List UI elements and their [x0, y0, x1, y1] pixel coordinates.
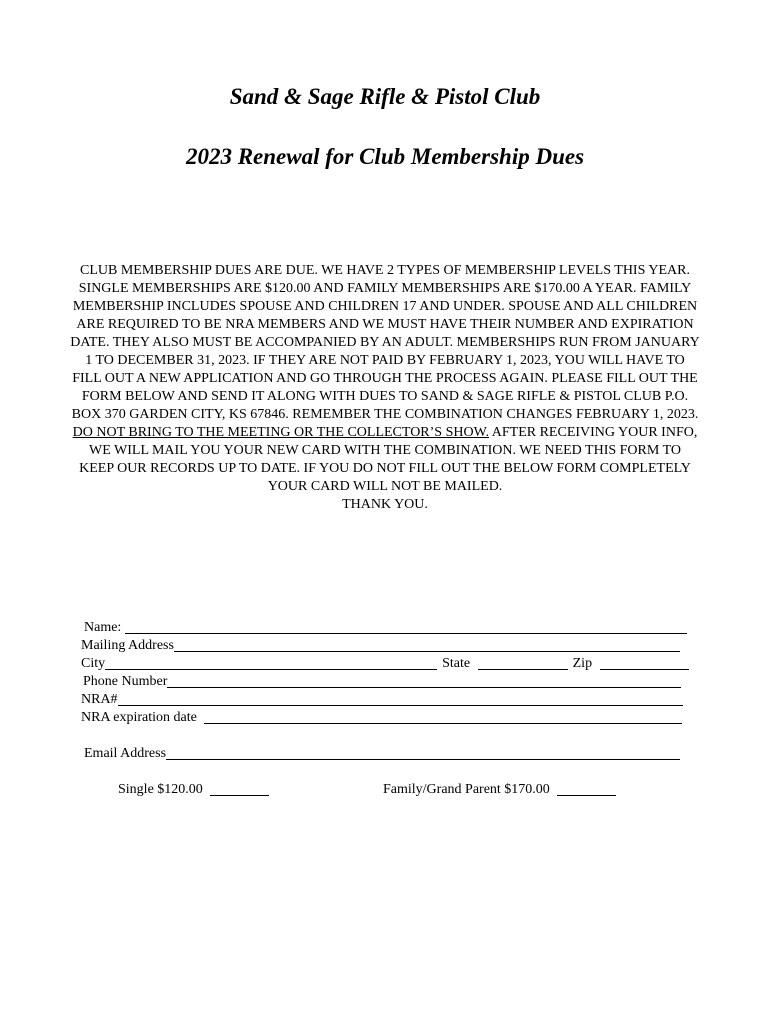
name-field[interactable] [125, 619, 687, 634]
family-membership-field[interactable] [557, 781, 616, 796]
single-membership-row [118, 781, 269, 799]
nra-expiration-label: NRA expiration date [81, 710, 201, 725]
dues-notice [70, 262, 700, 514]
mailing-address-field[interactable] [174, 637, 680, 652]
nra-number-row [81, 691, 683, 709]
mailing-address-label: Mailing Address [81, 638, 174, 653]
phone-row [83, 673, 681, 691]
nra-number-field[interactable] [118, 691, 683, 706]
family-membership-row [383, 781, 616, 799]
email-row [84, 745, 680, 763]
zip-field[interactable] [600, 655, 689, 670]
city-field[interactable] [105, 655, 437, 670]
email-label: Email Address [84, 746, 167, 761]
notice-underlined-warning: DO NOT BRING TO THE MEETING OR THE COLLECTOR’S SHOW. [72, 425, 490, 440]
phone-field[interactable] [167, 673, 681, 688]
phone-label: Phone Number [83, 674, 168, 689]
city-label: City [81, 656, 106, 671]
zip-label: Zip [572, 656, 596, 671]
state-label: State [442, 656, 474, 671]
family-membership-label: Family/Grand Parent $170.00 [383, 782, 554, 797]
single-membership-field[interactable] [210, 781, 269, 796]
city-state-zip-row [81, 655, 689, 673]
notice-body-part-1: CLUB MEMBERSHIP DUES ARE DUE. WE HAVE 2 TYPES OF MEMBERSHIP LEVELS THIS YEAR. SINGLE MEMBERSHIPS ARE $120.00 AND FAMILY MEMBERSHIPS ARE $170.00 A YEAR. FAMILY MEMBERSHIP INCLUDES SPOUSE AND CHILDREN 17 AND UNDER. SPOUSE AND ALL CHILDREN ARE REQUIRED TO BE NRA MEMBERS AND WE MUST HAVE THEIR NUMBER AND EXPIRATION DATE. THEY ALSO MUST BE ACCOMPANIED BY AN ADULT. MEMBERSHIPS RUN FROM JANUARY 1 TO DECEMBER 31, 2023. IF THEY ARE NOT PAID BY FEBRUARY 1, 2023, YOU WILL HAVE TO FILL OUT A NEW APPLICATION AND GO THROUGH THE PROCESS AGAIN. PLEASE FILL OUT THE FORM BELOW AND SEND IT ALONG WITH DUES TO SAND & SAGE RIFLE & PISTOL CLUB P.O. BOX 370 GARDEN CITY, KS 67846. REMEMBER THE COMBINATION CHANGES FEBRUARY 1, 2023. [70, 263, 700, 422]
single-membership-label: Single $120.00 [118, 782, 207, 797]
nra-expiration-field[interactable] [204, 709, 682, 724]
nra-number-label: NRA# [81, 692, 118, 707]
nra-expiration-row [81, 709, 682, 727]
notice-thanks: THANK YOU. [342, 497, 428, 512]
name-row [84, 619, 687, 637]
email-field[interactable] [166, 745, 680, 760]
club-title: Sand & Sage Rifle & Pistol Club [229, 84, 541, 109]
name-label: Name: [84, 620, 125, 635]
notice-body-part-2: AFTER RECEIVING YOUR INFO, WE WILL MAIL YOU YOUR NEW CARD WITH THE COMBINATION. WE NEED THIS FORM TO KEEP OUR RECORDS UP TO DATE. IF YOU DO NOT FILL OUT THE BELOW FORM COMPLETELY YOUR CARD WILL NOT BE MAILED. [79, 425, 698, 494]
form-title: 2023 Renewal for Club Membership Dues [185, 144, 585, 169]
mailing-address-row [81, 637, 680, 655]
state-field[interactable] [478, 655, 568, 670]
